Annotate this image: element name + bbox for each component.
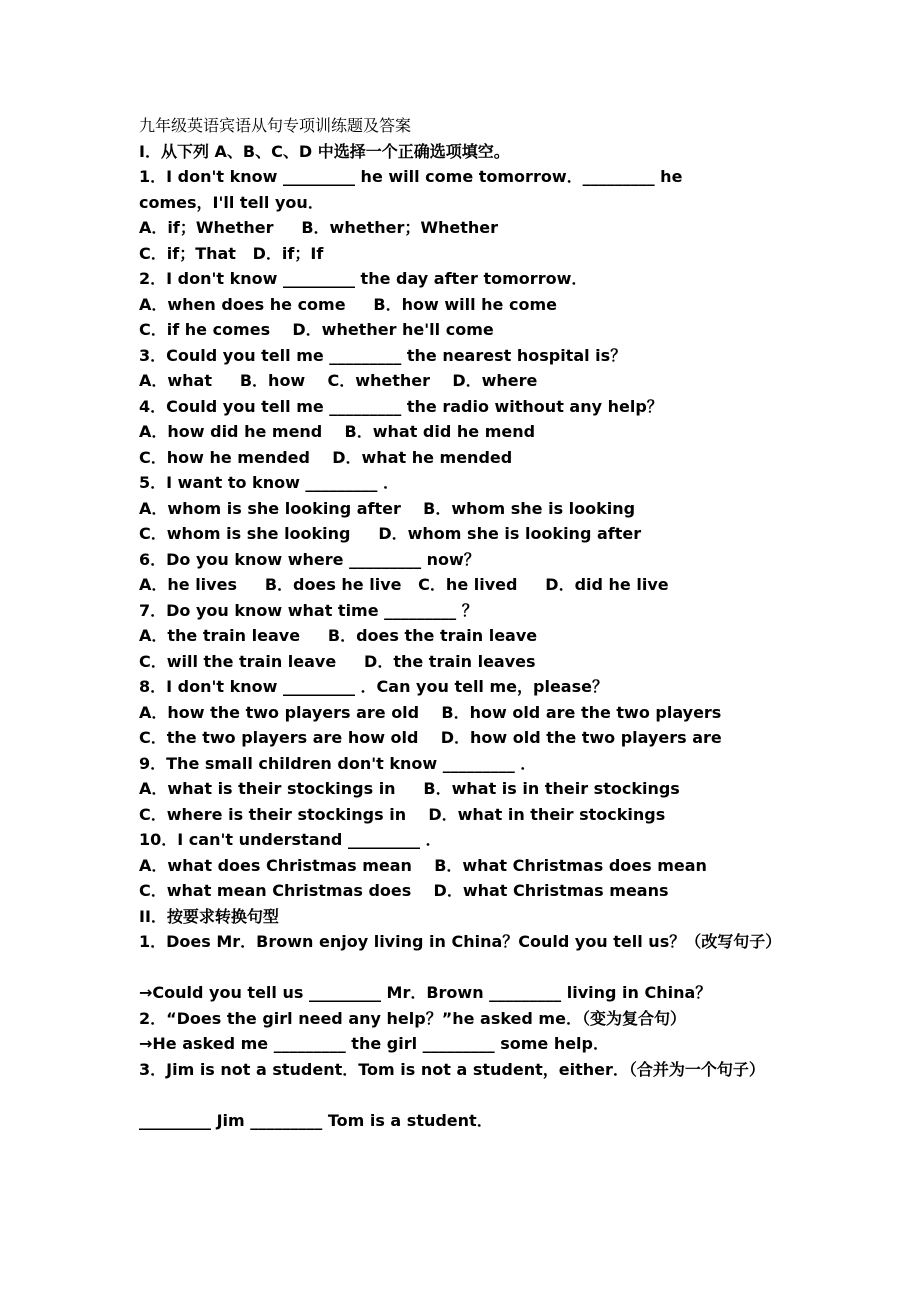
question-9-options: A．what is their stockings in B．what is in their stockings xyxy=(139,779,680,798)
question-8-stem: 8．I don't know _________ ．Can you tell me，please？ xyxy=(139,677,608,696)
blank-line xyxy=(139,1082,859,1108)
question-5-stem: 5．I want to know _________ ． xyxy=(139,473,400,492)
question-9-stem: 9．The small children don't know _________ ． xyxy=(139,753,537,773)
document-body xyxy=(139,113,859,1133)
question-8-options: A．how the two players are old B．how old are the two players xyxy=(139,702,722,722)
question-6-stem: 6．Do you know where _________ now？ xyxy=(139,549,480,569)
question-1-options: C．if；That D．if；If xyxy=(139,243,324,263)
section-1-heading: I．从下列 A、B、C、D 中选择一个正确选项填空。 xyxy=(139,141,510,161)
question-7-stem: 7．Do you know what time _________ ？ xyxy=(139,600,478,620)
section-2-heading: II．按要求转换句型 xyxy=(139,906,279,926)
question-3-options: A．what B．how C．whether D．where xyxy=(139,371,538,390)
question-9-options: C．where is their stockings in D．what in their stockings xyxy=(139,804,666,824)
rewrite-2-answer: →He asked me _________ the girl _________ some help． xyxy=(139,1034,609,1053)
rewrite-3-stem: 3．Jim is not a student．Tom is not a student，either．（合并为一个句子） xyxy=(139,1059,765,1079)
rewrite-3-answer: _________ Jim _________ Tom is a student． xyxy=(139,1110,493,1130)
rewrite-2-stem: 2．“Does the girl need any help？”he asked me．（变为复合句） xyxy=(139,1008,686,1028)
question-1-stem: 1．I don't know _________ he will come tomorrow．_________ he xyxy=(139,167,683,186)
question-1-stem-continued: comes，I'll tell you． xyxy=(139,192,324,212)
question-7-options: A．the train leave B．does the train leave xyxy=(139,626,538,645)
blank-line xyxy=(139,955,859,981)
question-10-options: A．what does Christmas mean B．what Christmas does mean xyxy=(139,855,707,875)
question-4-options: A．how did he mend B．what did he mend xyxy=(139,422,536,441)
question-4-stem: 4．Could you tell me _________ the radio without any help？ xyxy=(139,396,663,416)
rewrite-1-stem: 1．Does Mr．Brown enjoy living in China？Could you tell us？（改写句子） xyxy=(139,932,782,951)
question-2-stem: 2．I don't know _________ the day after tomorrow． xyxy=(139,269,588,288)
question-7-options: C．will the train leave D．the train leaves xyxy=(139,651,536,671)
question-3-stem: 3．Could you tell me _________ the nearest hospital is？ xyxy=(139,345,627,365)
question-2-options: C．if he comes D．whether he'll come xyxy=(139,320,494,339)
question-4-options: C．how he mended D．what he mended xyxy=(139,447,513,467)
question-10-options: C．what mean Christmas does D．what Christmas means xyxy=(139,881,669,900)
question-1-options: A．if；Whether B．whether；Whether xyxy=(139,218,499,237)
question-6-options: A．he lives B．does he live C．he lived D．did he live xyxy=(139,575,669,594)
question-10-stem: 10．I can't understand _________ ． xyxy=(139,830,442,849)
question-5-options: C．whom is she looking D．whom she is looking after xyxy=(139,524,642,543)
rewrite-1-answer: →Could you tell us _________ Mr．Brown _________ living in China？ xyxy=(139,983,712,1002)
document-title: 九年级英语宾语从句专项训练题及答案 xyxy=(139,116,412,135)
question-5-options: A．whom is she looking after B．whom she is looking xyxy=(139,498,636,518)
question-2-options: A．when does he come B．how will he come xyxy=(139,294,557,314)
question-8-options: C．the two players are how old D．how old the two players are xyxy=(139,728,722,747)
